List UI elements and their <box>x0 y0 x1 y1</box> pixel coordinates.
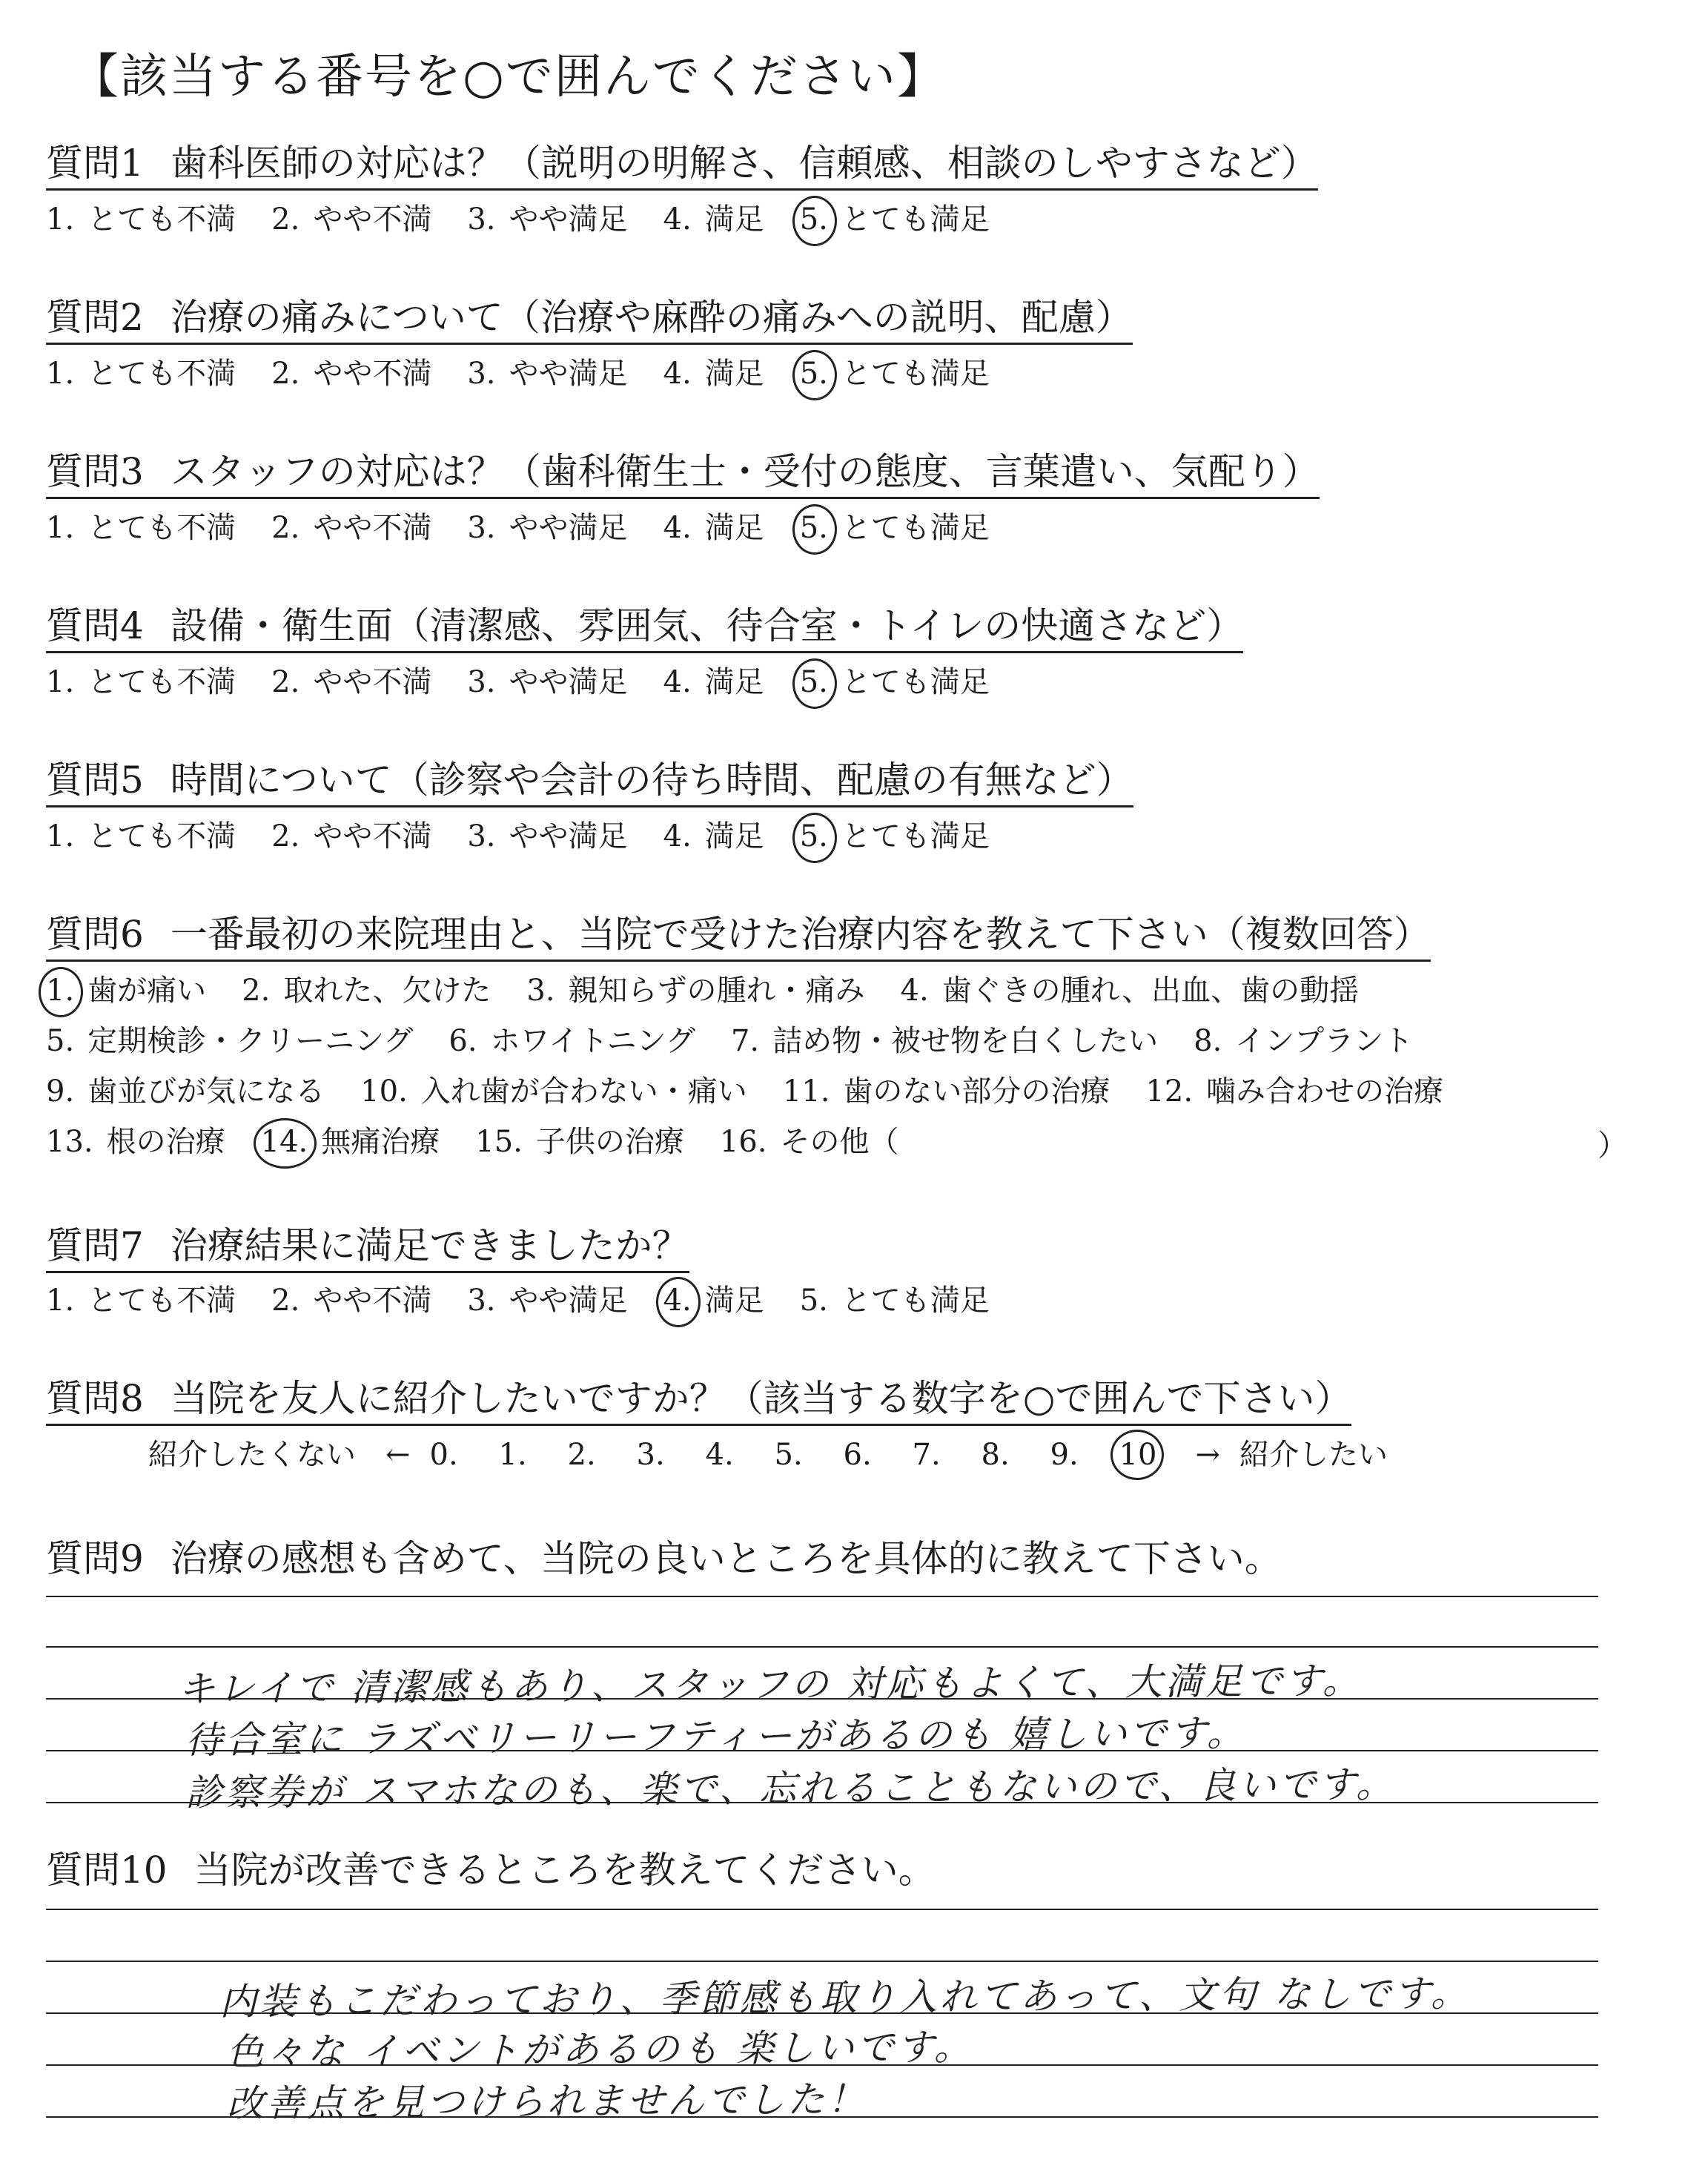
option-label: 歯ぐきの腫れ、出血、歯の動揺 <box>941 974 1360 1008</box>
question-1-options <box>46 199 1025 240</box>
option-label: とても満足 <box>841 665 990 699</box>
option-label: インプラント <box>1235 1024 1414 1058</box>
answer-option <box>467 1280 627 1321</box>
option-label: とても満足 <box>841 819 990 853</box>
question-6-options-row-2 <box>46 1020 1449 1062</box>
answer-option <box>46 507 236 549</box>
question-1-text: 歯科医師の対応は？（説明の明解さ、信頼感、相談のしやすさなど） <box>170 142 1318 185</box>
visit-reason-option <box>1145 1071 1443 1112</box>
question-6-number: 質問6 <box>46 913 144 956</box>
option-label: やや不満 <box>313 357 432 391</box>
visit-reason-option <box>901 970 1360 1011</box>
option-label: やや不満 <box>313 819 432 853</box>
q10-answer-line-3: 改善点を見つけられませんでした！ <box>226 2077 868 2126</box>
answer-option <box>271 507 431 549</box>
visit-reason-option <box>731 1020 1158 1062</box>
question-3-heading <box>46 449 1320 499</box>
option-label: とても満足 <box>841 202 990 237</box>
left-arrow: ← <box>385 1438 411 1472</box>
visit-reason-option <box>242 970 491 1011</box>
question-6-heading <box>46 912 1431 962</box>
option-number: 15. <box>475 1125 523 1159</box>
option-label: 定期検診・クリーニング <box>87 1024 414 1058</box>
question-3-text: スタッフの対応は？（歯科衛生士・受付の態度、言葉遣い、気配り） <box>170 450 1320 493</box>
recommend-number: 10 <box>1119 1434 1188 1476</box>
answer-option <box>800 816 990 857</box>
option-number: 13. <box>46 1125 93 1159</box>
answer-option <box>46 1280 236 1321</box>
option-label: 親知らずの腫れ・痛み <box>568 974 865 1008</box>
recommend-numbers <box>430 1438 1188 1472</box>
answer-option <box>800 353 990 394</box>
option-number: 6. <box>448 1024 477 1058</box>
other-close-paren: ） <box>1598 1129 1627 1163</box>
question-7-heading <box>46 1223 689 1273</box>
answer-option <box>663 1280 764 1321</box>
answer-option <box>467 199 627 240</box>
option-number: 2. <box>271 202 300 237</box>
option-number: 3. <box>467 819 496 853</box>
question-1-heading <box>46 141 1318 191</box>
question-7-options <box>46 1280 1025 1321</box>
question-10-heading <box>46 1848 936 1895</box>
option-label: やや満足 <box>509 665 628 699</box>
visit-reason-option <box>475 1121 684 1163</box>
option-number: 1. <box>46 357 75 391</box>
option-number: 4. <box>900 974 929 1008</box>
question-8-heading <box>46 1376 1351 1426</box>
answer-line <box>46 1961 1598 1962</box>
question-4-number: 質問4 <box>46 604 144 647</box>
option-number: 3. <box>526 974 555 1008</box>
option-label: 満足 <box>704 357 764 391</box>
answer-option <box>271 661 431 703</box>
option-label: やや満足 <box>509 1284 628 1318</box>
recommend-number: 0. <box>429 1438 458 1472</box>
option-number: 1. <box>46 819 75 853</box>
question-2-number: 質問2 <box>46 296 144 339</box>
option-label: 詰め物・被せ物を白くしたい <box>772 1024 1159 1058</box>
q9-answer-line-3: 診察券が スマホなのも、楽で、忘れることもないので、良いです。 <box>185 1763 1397 1814</box>
recommend-right-label: 紹介したい <box>1239 1438 1388 1472</box>
option-label: 満足 <box>704 665 764 699</box>
option-number: 4. <box>663 665 692 699</box>
question-5-number: 質問5 <box>46 759 144 802</box>
q9-answer-line-1: キレイで 清潔感もあり、スタッフの 対応もよくて、大満足です。 <box>177 1659 1363 1711</box>
option-number: 2. <box>271 665 300 699</box>
answer-option <box>271 1280 431 1321</box>
option-number: 3. <box>467 511 496 545</box>
option-label: 歯のない部分の治療 <box>843 1074 1110 1109</box>
option-number: 5. <box>46 1024 75 1058</box>
option-number: 5. <box>799 1284 828 1318</box>
option-number: 4. <box>663 511 692 545</box>
question-2-options <box>46 353 1025 394</box>
question-2-heading <box>46 295 1133 345</box>
option-label: とても不満 <box>87 665 236 699</box>
option-label: やや不満 <box>313 202 432 237</box>
question-4-options <box>46 661 1025 703</box>
option-number: 4. <box>663 357 692 391</box>
question-7-number: 質問7 <box>46 1224 144 1267</box>
question-8-number: 質問8 <box>46 1377 144 1420</box>
answer-option <box>467 507 627 549</box>
option-number: 2. <box>271 1284 300 1318</box>
option-label: やや不満 <box>313 1284 432 1318</box>
recommend-number: 2. <box>567 1438 596 1472</box>
answer-option <box>467 353 627 394</box>
option-label: 取れた、欠けた <box>283 974 491 1008</box>
option-label: 歯並びが気になる <box>87 1074 325 1109</box>
option-label: とても不満 <box>87 1284 236 1318</box>
option-label: やや満足 <box>509 202 628 237</box>
option-label: やや満足 <box>509 819 628 853</box>
question-9-number: 質問9 <box>46 1537 144 1580</box>
recommend-number: 7. <box>912 1438 941 1472</box>
option-number: 5. <box>800 507 828 549</box>
recommend-left-label: 紹介したくない <box>148 1438 356 1472</box>
answer-option <box>663 353 764 394</box>
option-label: とても満足 <box>841 511 990 545</box>
option-label: とても不満 <box>87 202 236 237</box>
option-label: 噛み合わせの治療 <box>1206 1074 1444 1109</box>
answer-option <box>800 199 990 240</box>
answer-option <box>46 816 236 857</box>
answer-option <box>271 816 431 857</box>
option-label: 満足 <box>704 819 764 853</box>
answer-option <box>46 353 236 394</box>
option-number: 3. <box>467 357 496 391</box>
visit-reason-option <box>720 1121 899 1163</box>
option-number: 4. <box>663 1280 692 1321</box>
option-label: とても満足 <box>841 1284 990 1318</box>
option-label: とても満足 <box>841 357 990 391</box>
answer-option <box>663 507 764 549</box>
question-7-text: 治療結果に満足できましたか？ <box>170 1224 689 1267</box>
answer-option <box>467 661 627 703</box>
option-number: 10. <box>360 1074 408 1109</box>
question-1-number: 質問1 <box>46 142 144 185</box>
answer-option <box>800 661 990 703</box>
option-number: 9. <box>46 1074 75 1109</box>
recommend-scale <box>148 1434 1388 1476</box>
option-number: 1. <box>46 970 74 1011</box>
option-label: とても不満 <box>87 357 236 391</box>
recommend-number: 3. <box>636 1438 665 1472</box>
option-number: 2. <box>271 511 300 545</box>
option-label: その他（ <box>780 1125 899 1159</box>
visit-reason-option <box>360 1071 747 1112</box>
page-title: 【該当する番号を○で囲んでください】 <box>71 50 946 105</box>
visit-reason-option <box>448 1020 695 1062</box>
recommend-number: 9. <box>1050 1438 1079 1472</box>
option-label: 満足 <box>704 511 764 545</box>
recommend-number: 8. <box>981 1438 1010 1472</box>
option-label: 根の治療 <box>106 1125 225 1159</box>
answer-line <box>46 1646 1598 1648</box>
answer-option <box>271 353 431 394</box>
answer-option <box>46 199 236 240</box>
recommend-number: 4. <box>705 1438 734 1472</box>
option-label: 歯が痛い <box>87 974 207 1008</box>
recommend-number: 6. <box>843 1438 872 1472</box>
question-8-text: 当院を友人に紹介したいですか？（該当する数字を○で囲んで下さい） <box>170 1377 1352 1420</box>
option-number: 2. <box>242 974 271 1008</box>
option-label: やや満足 <box>509 511 628 545</box>
question-4-heading <box>46 604 1243 653</box>
option-number: 1. <box>46 665 75 699</box>
question-6-options-row-4 <box>46 1121 935 1163</box>
answer-option <box>800 507 990 549</box>
question-3-options <box>46 507 1025 549</box>
q10-answer-line-2: 色々な イベントがあるのも 楽しいです。 <box>226 2025 975 2074</box>
question-9-heading <box>46 1536 1282 1584</box>
recommend-number: 5. <box>774 1438 803 1472</box>
visit-reason-option <box>783 1071 1110 1112</box>
option-label: 満足 <box>704 1284 764 1318</box>
q10-answer-line-1: 内装もこだわっており、季節感も取り入れてあって、文句 なしです。 <box>219 1972 1472 2024</box>
option-number: 1. <box>46 1284 75 1318</box>
answer-option <box>467 816 627 857</box>
recommend-number: 1. <box>498 1438 527 1472</box>
question-5-options <box>46 816 1025 857</box>
visit-reason-option <box>46 970 206 1011</box>
answer-option <box>663 199 764 240</box>
question-5-heading <box>46 758 1133 807</box>
option-number: 11. <box>782 1074 830 1109</box>
option-number: 5. <box>800 816 828 857</box>
answer-option <box>271 199 431 240</box>
option-number: 4. <box>663 202 692 237</box>
visit-reason-option <box>261 1121 440 1163</box>
question-6-text: 一番最初の来院理由と、当院で受けた治療内容を教えて下さい（複数回答） <box>170 913 1431 956</box>
option-number: 5. <box>800 661 828 703</box>
visit-reason-option <box>46 1020 413 1062</box>
option-label: 満足 <box>704 202 764 237</box>
option-number: 7. <box>730 1024 760 1058</box>
option-number: 16. <box>719 1125 767 1159</box>
question-5-text: 時間について（診察や会計の待ち時間、配慮の有無など） <box>170 759 1133 802</box>
question-6-options-row-1 <box>46 970 1394 1011</box>
option-label: 入れ歯が合わない・痛い <box>420 1074 747 1109</box>
option-label: やや不満 <box>313 511 432 545</box>
option-number: 1. <box>46 202 75 237</box>
answer-option <box>46 661 236 703</box>
option-label: ホワイトニング <box>490 1024 695 1058</box>
option-number: 1. <box>46 511 75 545</box>
option-number: 3. <box>467 1284 496 1318</box>
visit-reason-option <box>526 970 864 1011</box>
option-number: 5. <box>800 353 828 394</box>
visit-reason-option <box>46 1071 325 1112</box>
option-label: 子供の治療 <box>535 1125 684 1159</box>
option-number: 5. <box>800 199 828 240</box>
option-label: とても不満 <box>87 511 236 545</box>
visit-reason-option <box>46 1121 225 1163</box>
answer-option <box>800 1280 990 1321</box>
q9-answer-line-2: 待合室に ラズベリーリーフティーがあるのも 嬉しいです。 <box>185 1711 1248 1762</box>
question-3-number: 質問3 <box>46 450 144 493</box>
question-4-text: 設備・衛生面（清潔感、雰囲気、待合室・トイレの快適さなど） <box>170 604 1244 647</box>
question-10-text: 当院が改善できるところを教えてください。 <box>193 1849 936 1892</box>
answer-option <box>663 816 764 857</box>
question-10-number: 質問10 <box>46 1849 168 1892</box>
answer-line <box>46 1596 1598 1597</box>
option-number: 3. <box>467 665 496 699</box>
option-number: 14. <box>261 1121 308 1163</box>
option-label: やや不満 <box>313 665 432 699</box>
answer-option <box>663 661 764 703</box>
visit-reason-option <box>1194 1020 1413 1062</box>
question-9-text: 治療の感想も含めて、当院の良いところを具体的に教えて下さい。 <box>170 1537 1282 1580</box>
option-number: 2. <box>271 357 300 391</box>
question-2-text: 治療の痛みについて（治療や麻酔の痛みへの説明、配慮） <box>170 296 1133 339</box>
option-number: 8. <box>1194 1024 1222 1058</box>
option-number: 4. <box>663 819 692 853</box>
option-label: とても不満 <box>87 819 236 853</box>
question-6-options-row-3 <box>46 1071 1479 1112</box>
right-arrow: → <box>1195 1438 1221 1472</box>
option-number: 2. <box>271 819 300 853</box>
answer-line <box>46 1909 1598 1910</box>
option-label: やや満足 <box>509 357 628 391</box>
option-number: 3. <box>467 202 496 237</box>
option-label: 無痛治療 <box>321 1125 440 1159</box>
option-number: 12. <box>1145 1074 1194 1109</box>
